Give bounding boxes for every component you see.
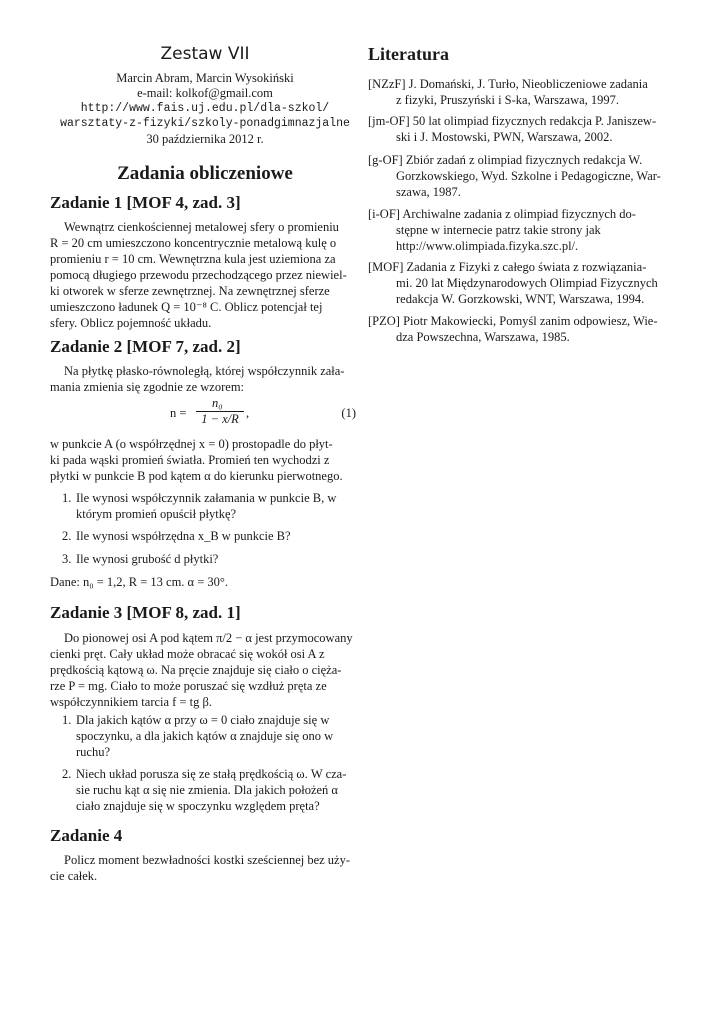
equation-lhs: n =	[170, 406, 187, 420]
item-line: Dla jakich kątów α przy ω = 0 ciało znajduje się w	[76, 713, 330, 727]
equation-denominator: 1 − x/R	[201, 412, 239, 426]
authors: Marcin Abram, Marcin Wysokiński	[116, 71, 294, 85]
reference-entry	[368, 152, 676, 200]
ref-line: stępne w internecie patrz takie strony jak	[396, 223, 601, 237]
item-number: 3.	[62, 552, 72, 566]
ref-key: [g-OF]	[368, 153, 403, 167]
ref-key: [i-OF]	[368, 207, 400, 221]
ref-line: Archiwalne zadania z olimpiad fizycznych do-	[402, 207, 636, 221]
date: 30 października 2012 r.	[146, 132, 264, 146]
ref-line: Gorzkowskiego, Wyd. Szkolne i Pedagogiczne, War-	[396, 169, 661, 183]
ref-line: dza Powszechna, Warszawa, 1985.	[396, 330, 570, 344]
ref-line: szawa, 1987.	[396, 185, 461, 199]
list-item	[50, 528, 360, 544]
ref-line: z fizyki, Pruszyński i S-ka, Warszawa, 1997.	[396, 93, 620, 107]
ref-line: redakcja W. Gorzkowski, WNT, Warszawa, 1994.	[396, 292, 645, 306]
task-1-heading: Zadanie 1 [MOF 4, zad. 3]	[50, 193, 241, 212]
task-4-line: Policz moment bezwładności kostki sześciennej bez uży-	[64, 853, 351, 867]
item-line: spoczynku, a dla jakich kątów α znajduje się ono w	[76, 729, 334, 743]
item-line: ciało znajduje się w spoczynku względem pręta?	[76, 799, 320, 813]
task-3-line: Do pionowej osi A pod kątem π/2 − α jest przymocowany	[64, 631, 353, 645]
equation-1	[50, 398, 360, 428]
task-4-heading: Zadanie 4	[50, 826, 123, 845]
task-1-line: Wewnątrz cienkościennej metalowej sfery o promieniu	[64, 220, 339, 234]
task-2-heading: Zadanie 2 [MOF 7, zad. 2]	[50, 337, 241, 356]
item-line: Ile wynosi współczynnik załamania w punkcie B, w	[76, 491, 337, 505]
task-3-heading: Zadanie 3 [MOF 8, zad. 1]	[50, 603, 241, 622]
item-line: Niech układ porusza się ze stałą prędkością ω. W cza-	[76, 767, 347, 781]
ref-key: [NZzF]	[368, 77, 406, 91]
task-2-given: Dane: n₀ = 1,2, R = 13 cm. α = 30°.	[50, 575, 229, 589]
ref-line: 50 lat olimpiad fizycznych redakcja P. Janiszew-	[412, 114, 657, 128]
item-line: Ile wynosi grubość d płytki?	[76, 552, 219, 566]
item-line: Ile wynosi współrzędna x_B w punkcie B?	[76, 529, 291, 543]
reference-entry	[368, 113, 676, 145]
task-3-line: prędkością kątową ω. Na pręcie znajduje się ciało o cięża-	[50, 663, 342, 677]
item-number: 2.	[62, 529, 72, 543]
task-4-line: cie całek.	[50, 869, 98, 883]
ref-line: ski i J. Mostowski, PWN, Warszawa, 2002.	[396, 130, 613, 144]
task-2-text: płytki w punkcie B pod kątem α do kierunku pierwotnego.	[50, 469, 343, 483]
section-title: Zadania obliczeniowe	[117, 163, 293, 184]
ref-line: J. Domański, J. Turło, Nieobliczeniowe zadania	[408, 77, 648, 91]
list-item	[50, 490, 360, 522]
task-3-line: współczynnikiem tarcia f = tg β.	[50, 695, 212, 709]
page-title: Zestaw VII	[160, 44, 250, 64]
ref-key: [PZO]	[368, 314, 400, 328]
task-2-intro: mania zmienia się zgodnie ze wzorem:	[50, 380, 245, 394]
ref-key: [jm-OF]	[368, 114, 410, 128]
task-1-line: umieszczono ładunek Q = 10⁻⁸ C. Oblicz potencjał tej	[50, 300, 323, 314]
task-1-line: ki otworek w sferze zewnętrznej. Na zewnętrznej sferze	[50, 284, 330, 298]
equation-label: (1)	[341, 406, 356, 420]
task-3-line: cienki pręt. Cały układ może obracać się wokół osi A z	[50, 647, 325, 661]
task-3-line: rze P = mg. Ciało to może poruszać się wzdłuż pręta ze	[50, 679, 327, 693]
equation-tail: ,	[246, 406, 250, 420]
ref-line: mi. 20 lat Międzynarodowych Olimpiad Fizycznych	[396, 276, 658, 290]
ref-url[interactable]: http://www.olimpiada.fizyka.szc.pl/.	[396, 239, 579, 253]
task-2-text: ki pada wąski promień światła. Promień ten wychodzi z	[50, 453, 330, 467]
equation-numerator: n₀	[212, 396, 223, 410]
list-item	[50, 551, 360, 567]
url-line-1[interactable]: http://www.fais.uj.edu.pl/dla-szkol/	[80, 102, 330, 115]
list-item	[50, 766, 360, 814]
reference-entry	[368, 206, 676, 254]
item-number: 1.	[62, 713, 72, 727]
task-1-line: sfery. Oblicz pojemność układu.	[50, 316, 212, 330]
task-2-text: w punkcie A (o współrzędnej x = 0) prostopadle do płyt-	[50, 437, 333, 451]
ref-line: Piotr Makowiecki, Pomyśl zanim odpowiesz, Wie-	[403, 314, 658, 328]
reference-entry	[368, 259, 676, 307]
task-1-line: promieniu r = 10 cm. Wewnętrzna kula jest uziemiona za	[50, 252, 336, 266]
item-number: 1.	[62, 491, 72, 505]
task-2-intro: Na płytkę płasko-równoległą, której współczynnik zała-	[64, 364, 345, 378]
item-number: 2.	[62, 767, 72, 781]
reference-entry	[368, 313, 676, 345]
email: e-mail: kolkof@gmail.com	[137, 86, 273, 100]
ref-line: Zbiór zadań z olimpiad fizycznych redakcja W.	[405, 153, 643, 167]
item-line: ruchu?	[76, 745, 111, 759]
literature-heading: Literatura	[368, 44, 449, 64]
item-line: którym promień opuścił płytkę?	[76, 507, 237, 521]
url-line-2[interactable]: warsztaty-z-fizyki/szkoly-ponadgimnazjalne	[60, 117, 350, 130]
ref-line: Zadania z Fizyki z całego świata z rozwiązania-	[406, 260, 647, 274]
list-item	[50, 712, 360, 760]
task-1-line: R = 20 cm umieszczono koncentrycznie metalową kulę o	[50, 236, 337, 250]
item-line: sie ruchu kąt α się nie zmienia. Dla jakich położeń α	[76, 783, 338, 797]
task-1-line: pomocą długiego przewodu przechodzącego przez niewiel-	[50, 268, 347, 282]
reference-entry	[368, 76, 676, 108]
ref-key: [MOF]	[368, 260, 404, 274]
